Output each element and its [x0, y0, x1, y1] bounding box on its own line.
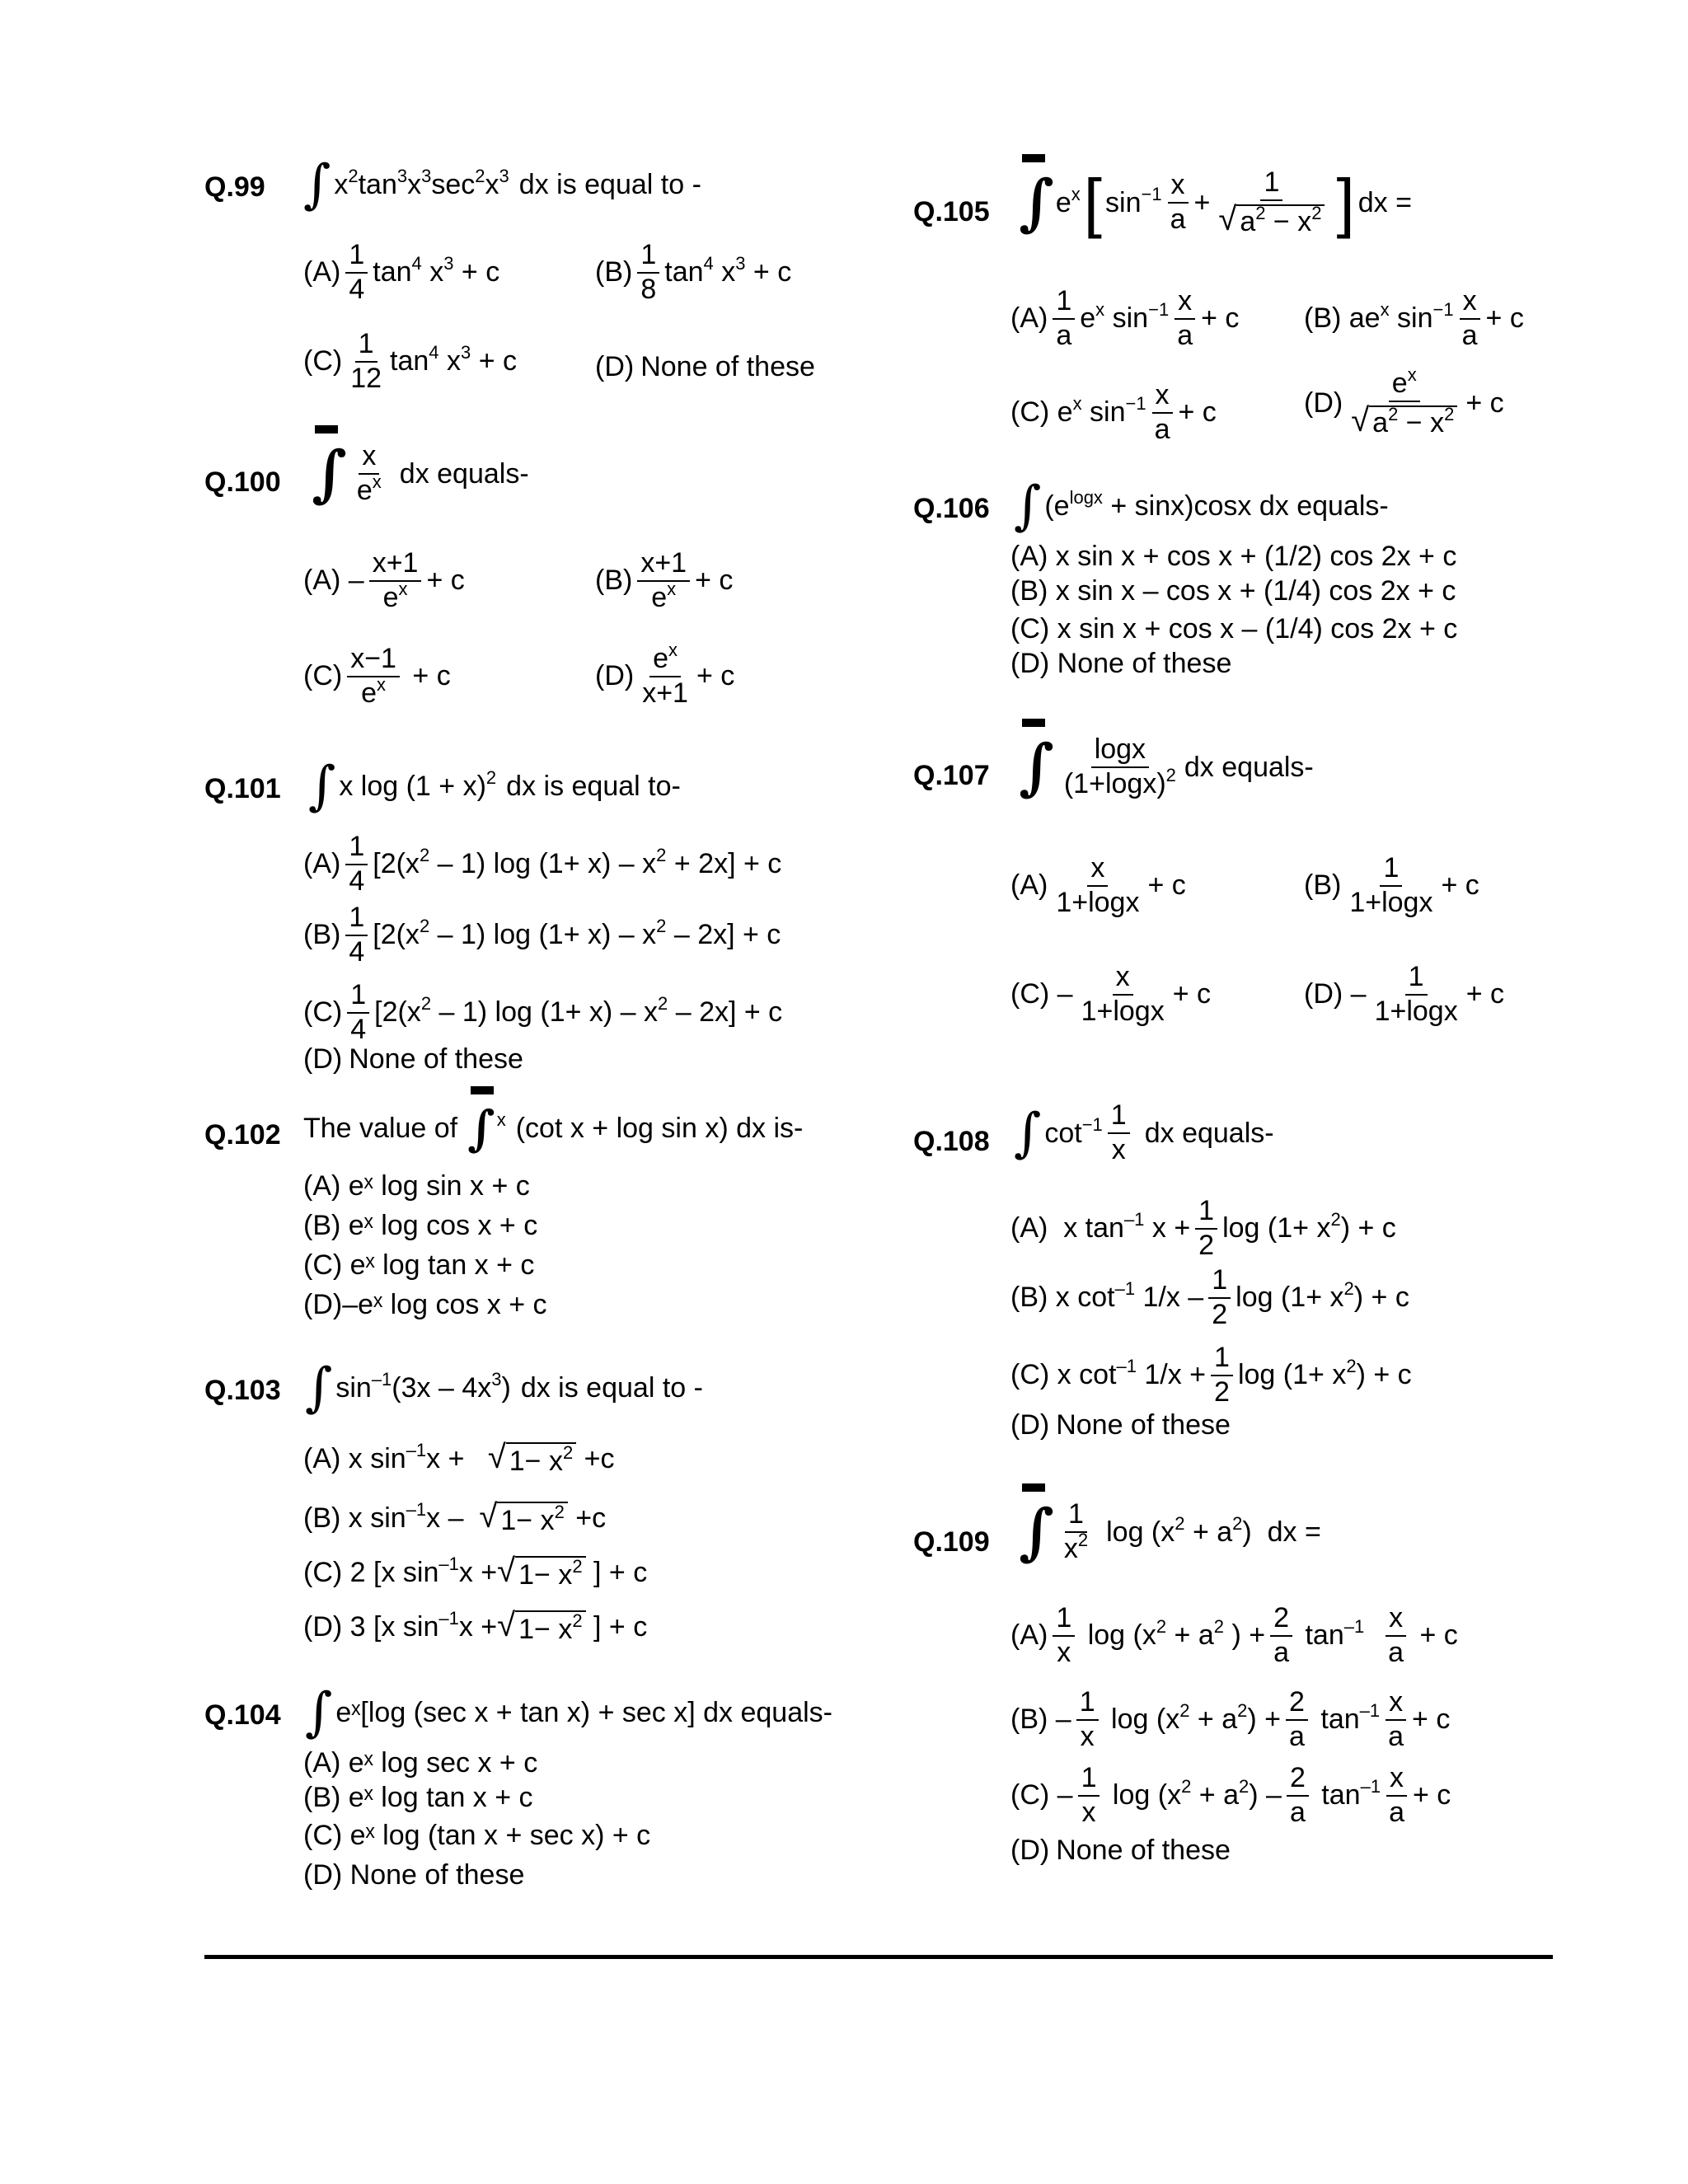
integral-icon: ∫	[305, 1357, 333, 1418]
option-label: (C)	[303, 1557, 343, 1588]
question-stem	[1019, 731, 1314, 803]
option-label: (B)	[303, 919, 341, 951]
fraction: $\frac{x}{a}$	[1174, 287, 1196, 350]
integral-icon: ∫	[1019, 166, 1054, 238]
option-c[interactable]	[303, 1820, 650, 1852]
fraction: $\frac{1}{x^2}$	[1063, 1498, 1089, 1564]
option-label: (B)	[1304, 869, 1342, 902]
fraction: $\frac{x+1}{e^x}$	[369, 549, 422, 612]
question-number: Q.101	[204, 773, 281, 804]
question-stem	[305, 1682, 832, 1743]
option-b[interactable]	[303, 1210, 537, 1242]
option-b[interactable]: (B) – $\frac{1}{x}$ $\log (x^2 + a^2)$ + $\frac{2}{a}$ $\tan^{-1}$ $\frac{x}{a}$ + c	[1010, 1686, 1451, 1752]
option-label: (D)	[595, 660, 635, 692]
question-stem	[1014, 1101, 1274, 1165]
option-label: (D)	[1010, 1409, 1050, 1441]
fraction: $\frac{1}{8}$	[637, 241, 659, 304]
fraction: $\frac{1}{4}$	[347, 981, 369, 1044]
left-bracket: [	[1083, 165, 1103, 239]
option-label: (B)	[595, 565, 633, 597]
option-label: (D)	[595, 351, 635, 382]
fraction: $\frac{x}{1+\log x}$	[1081, 961, 1165, 1027]
question-number: Q.99	[204, 171, 265, 203]
option-text: (C) eˣ log tan x + c	[303, 1249, 535, 1281]
fraction: $\frac{1}{x}$	[1078, 1764, 1100, 1827]
sqrt: √ $1- x^2$	[497, 1609, 585, 1646]
footer-divider	[204, 1955, 1553, 1959]
integral-icon: ∫	[303, 154, 331, 215]
fraction: $\frac{x}{a}$	[1151, 381, 1174, 444]
option-label: (A)	[303, 256, 341, 288]
fraction: $\frac{x-1}{e^x}$	[347, 644, 400, 708]
question-tail: cosx dx equals-	[1193, 490, 1389, 522]
option-text: + c	[695, 565, 734, 597]
fraction: $e^x$ √ $a^2 - x^2$	[1348, 369, 1461, 438]
option-text: + c	[404, 660, 451, 692]
option-text: 3 [x $\sin^{-1}x$ +	[342, 1608, 498, 1643]
option-label: (A)	[303, 1443, 341, 1474]
option-label: (A)	[303, 848, 341, 880]
option-b[interactable]: (B) $\frac{1}{1+\log x}$ + c	[1304, 852, 1479, 918]
sqrt: √ $1- x^2$	[488, 1441, 576, 1478]
option-b[interactable]	[595, 241, 791, 304]
fraction: $\frac{x}{a}$	[1386, 1764, 1408, 1827]
integrand: $(e^{logx} + \sin x)$	[1044, 487, 1194, 522]
question-tail: dx equals-	[1144, 1117, 1274, 1149]
option-text: (D) None of these	[303, 1859, 525, 1891]
option-text: x $\cot^{-1} 1/x$ +	[1049, 1356, 1207, 1391]
sqrt: √ $1- x^2$	[497, 1554, 585, 1591]
option-text: x $\sin^{-1}x$ +	[340, 1440, 488, 1474]
integral-icon: ∫	[467, 1100, 495, 1156]
option-text: None of these	[640, 351, 815, 382]
question-number: Q.107	[913, 760, 990, 791]
option-text: $\tan^4 x^3 + c$	[664, 253, 792, 288]
question-lead: The value of	[303, 1113, 458, 1144]
question-number: Q.104	[204, 1699, 281, 1731]
fraction: $\frac{1}{x}$	[1108, 1101, 1130, 1165]
option-text: [$2(x^2 - 1)$ $\log (1+ x) - x^2 - 2x] + c$	[374, 993, 783, 1029]
question-stem	[303, 154, 701, 215]
option-d[interactable]: (D) – $\frac{1}{1+\log x}$ + c	[1304, 961, 1505, 1027]
fraction: $\frac{x}{a}$	[1385, 1688, 1407, 1751]
option-label: (B)	[595, 256, 633, 288]
option-text: $\tan^4 x^3 + c$	[390, 342, 517, 377]
sqrt: √ $1- x^2$	[479, 1500, 567, 1537]
integrand: $e^x$	[1055, 183, 1081, 218]
option-label: (C)	[1010, 1359, 1050, 1391]
option-label: (D)	[303, 1043, 343, 1075]
question-number: Q.105	[913, 196, 990, 227]
question-tail: dx is equal to -	[518, 169, 701, 200]
integral-icon: ∫	[1014, 1102, 1042, 1164]
integrand: $\sin^{-1}$	[1105, 183, 1162, 218]
integral-icon: ∫	[1019, 731, 1054, 803]
option-text: (C) eˣ log (tan x + sec x) + c	[303, 1820, 651, 1851]
fraction: $\frac{1}{2}$	[1208, 1266, 1231, 1329]
option-text: (B) x sin x – cos x + (1/4) cos 2x + c	[1010, 575, 1456, 607]
option-text: + c	[696, 660, 735, 692]
fraction: $\frac{e^x}{x+1}$	[642, 640, 688, 709]
option-b[interactable]	[303, 1782, 533, 1814]
integrand: $\log (x^2 + a^2)$	[1106, 1512, 1268, 1548]
fraction: $\frac{x}{a}$	[1459, 287, 1481, 350]
question-stem	[312, 438, 529, 509]
question-tail: dx is equal to-	[506, 771, 681, 802]
question-tail: dx =	[1357, 186, 1412, 218]
option-text: (B) eˣ log cos x + c	[303, 1210, 538, 1241]
fraction: 1 √ $a^2 - x^2$	[1215, 168, 1328, 237]
option-text: x $\tan^{-1} x$ +	[1048, 1209, 1191, 1244]
fraction: $\frac{x}{1+\log x}$	[1056, 852, 1140, 918]
question-stem	[305, 1357, 703, 1418]
option-label: (B)	[1010, 1282, 1048, 1314]
option-d[interactable]	[595, 351, 815, 383]
option-label: (C)	[1010, 1779, 1050, 1811]
option-label: (C)	[303, 660, 343, 692]
question-stem	[1019, 1496, 1321, 1568]
question-number: Q.102	[204, 1119, 281, 1151]
option-d[interactable]	[303, 1859, 524, 1891]
integrand: x $\log (1 + x)^2$	[339, 767, 497, 802]
option-d[interactable]	[595, 640, 735, 709]
question-number: Q.100	[204, 466, 281, 498]
option-c[interactable]	[1010, 613, 1457, 645]
option-a[interactable]	[303, 1170, 530, 1202]
option-c[interactable]: (C) $e^x$ $\sin^{-1}$ $\frac{x}{a}$ + c	[1010, 379, 1217, 445]
fraction: $\frac{2}{a}$	[1270, 1604, 1292, 1667]
option-text: (A) x sin x + cos x + (1/2) cos 2x + c	[1010, 541, 1457, 572]
option-c[interactable]	[303, 330, 517, 393]
question-number: Q.106	[913, 493, 990, 524]
option-text: $\tan^4 x^3 + c$	[373, 253, 500, 288]
option-label: (B)	[303, 1502, 341, 1534]
option-d[interactable]	[303, 1289, 547, 1321]
integrand: $\cot^{-1}$	[1044, 1113, 1103, 1149]
option-c[interactable]: (C) – $\frac{1}{x}$ $\log (x^2 + a^2)$ – $\frac{2}{a}$ $\tan^{-1}$ $\frac{x}{a}$ + c	[1010, 1762, 1451, 1828]
option-b[interactable]: (B) x $\sin^{-1}x$ – √ $1- x^2$ +c	[303, 1498, 607, 1536]
fraction: $\frac{2}{a}$	[1287, 1764, 1309, 1827]
option-text: + c	[426, 565, 465, 597]
option-b[interactable]	[595, 549, 733, 612]
question-tail: dx equals-	[399, 457, 529, 490]
fraction: $\frac{x}{a}$	[1167, 171, 1189, 234]
fraction: $\frac{1}{x}$	[1076, 1688, 1099, 1751]
option-b[interactable]: (B) x $\cot^{-1} 1/x$ – $\frac{1}{2}$ $\log (1+ x^2) + c$	[1010, 1264, 1409, 1330]
option-text: $e^x$ $\sin^{-1}$	[1080, 299, 1170, 335]
option-text: [$2(x^2 - 1)$ $\log (1+ x) - x^2 + 2x] + c$	[373, 845, 782, 880]
option-label: (A)	[1010, 302, 1048, 335]
option-text: (D)–eˣ log cos x + c	[303, 1289, 547, 1320]
option-label: (C)	[303, 345, 343, 377]
option-c[interactable]: (C) 2 [x $\sin^{-1}x$ + √ $1- x^2$ ] + c	[303, 1553, 648, 1591]
fraction: $\frac{x}{e^x}$	[356, 440, 382, 506]
question-number: Q.103	[204, 1375, 281, 1406]
option-c[interactable]: (C) – $\frac{x}{1+\log x}$ + c	[1010, 961, 1212, 1027]
option-text: $ae^x$ $\sin^{-1}$	[1341, 299, 1454, 335]
option-d[interactable]	[303, 1043, 523, 1076]
integral-icon: ∫	[312, 438, 347, 509]
integrand: $\sin^{-1}(3x - 4x^3)$	[335, 1369, 511, 1404]
fraction: $\frac{1}{x}$	[1053, 1604, 1075, 1667]
fraction: $\frac{x}{a}$	[1385, 1604, 1407, 1667]
option-text: $e^x$ $\sin^{-1}$	[1049, 393, 1146, 429]
option-a[interactable]: (A) $\frac{x}{1+\log x}$ + c	[1010, 852, 1186, 918]
option-label: (C)	[1010, 978, 1050, 1010]
option-label: (B)	[1010, 1704, 1048, 1736]
fraction: $\frac{\log x}{(1+\log x)^2}$	[1063, 733, 1176, 799]
fraction: $\frac{2}{a}$	[1286, 1688, 1308, 1751]
option-text: x $\sin^{-1}x$ –	[340, 1499, 480, 1534]
option-text: (D) None of these	[1010, 648, 1232, 679]
option-text: (A) eˣ log sin x + c	[303, 1170, 530, 1202]
option-c[interactable]	[303, 1249, 534, 1282]
integrand: $x^2\tan^3x^3\sec^2x^3$	[334, 166, 509, 200]
fraction: $\frac{1}{a}$	[1053, 287, 1075, 350]
fraction: $\frac{x+1}{e^x}$	[637, 549, 690, 612]
fraction: $\frac{1}{4}$	[345, 903, 368, 967]
option-a[interactable]	[303, 241, 499, 304]
fraction: $\frac{1}{4}$	[345, 241, 368, 304]
integrand: x	[496, 1109, 506, 1130]
option-d[interactable]: (D) 3 [x $\sin^{-1}x$ + √ $1- x^2$ ] + c	[303, 1607, 648, 1645]
option-label: (A)	[303, 565, 341, 597]
option-label: (A)	[1010, 1619, 1048, 1652]
option-a[interactable]: (A) – $\frac{x+1}{e^x}$ + c	[303, 547, 465, 613]
option-label: (C)	[1010, 396, 1050, 429]
option-text: 2 [x $\sin^{-1}x$ +	[342, 1554, 498, 1588]
option-text: (C) x sin x + cos x – (1/4) cos 2x + c	[1010, 613, 1458, 644]
option-c[interactable]	[303, 981, 782, 1044]
option-a[interactable]: (A) x $\sin^{-1}x$ + √ $1- x^2$ +c	[303, 1439, 615, 1477]
question-number: Q.109	[913, 1526, 990, 1558]
option-label: (C)	[303, 996, 343, 1029]
option-a[interactable]: (A) $\frac{1}{a}$ $e^x$ $\sin^{-1}$ $\frac{x}{a}$ + c	[1010, 285, 1240, 351]
question-stem	[303, 1100, 804, 1156]
question-stem	[1014, 476, 1389, 537]
integral-icon: ∫	[1019, 1496, 1054, 1568]
option-d[interactable]	[1010, 1835, 1231, 1867]
integral-icon: ∫	[305, 1682, 333, 1743]
option-d[interactable]: (D) $e^x$ √ $a^2 - x^2$ + c	[1304, 364, 1504, 438]
option-label: (D)	[1304, 978, 1343, 1010]
option-b[interactable]	[1010, 575, 1456, 607]
option-a[interactable]: (A) x $\tan^{-1} x$ + $\frac{1}{2}$ $\log (1+ x^2) + c$	[1010, 1195, 1396, 1261]
option-a[interactable]	[1010, 541, 1456, 573]
option-b[interactable]	[303, 903, 781, 967]
option-c[interactable]: (C) x $\cot^{-1} 1/x$ + $\frac{1}{2}$ $\log (1+ x^2) + c$	[1010, 1342, 1412, 1408]
question-tail: (cot x + log sin x) dx is-	[515, 1113, 804, 1144]
option-label: (D)	[303, 1611, 343, 1643]
option-a[interactable]	[303, 1747, 537, 1779]
option-label: (D)	[1010, 1835, 1050, 1866]
fraction: $\frac{1}{4}$	[345, 832, 368, 896]
option-text: None of these	[1056, 1835, 1231, 1866]
option-d[interactable]	[1010, 1409, 1231, 1441]
option-text: (B) eˣ log tan x + c	[303, 1782, 533, 1813]
question-stem: ∫ $e^x$ [ $\sin^{-1}$ $\frac{x}{a}$ + 1 √ $a^2 - x^2$ ] dx =	[1019, 165, 1412, 239]
option-label: (A)	[1010, 869, 1048, 902]
integral-icon: ∫	[1014, 476, 1042, 537]
question-tail: dx =	[1267, 1516, 1321, 1548]
option-d[interactable]	[1010, 648, 1231, 680]
question-number: Q.108	[913, 1126, 990, 1157]
option-text: [$2(x^2 - 1)$ $\log (1+ x) - x^2 - 2x] + c$	[373, 916, 781, 951]
option-label: (A)	[1010, 1212, 1048, 1244]
option-text: None of these	[1056, 1409, 1231, 1441]
option-text: x $\cot^{-1} 1/x$ –	[1048, 1278, 1204, 1314]
fraction: $\frac{1}{1+\log x}$	[1349, 852, 1433, 918]
integral-icon: ∫	[308, 756, 336, 817]
fraction: $\frac{1}{1+\log x}$	[1374, 961, 1458, 1027]
question-body: eˣ[log (sec x + tan x) + sec x] dx equals-	[335, 1697, 832, 1728]
right-bracket: ]	[1336, 165, 1355, 239]
question-tail: dx equals-	[1184, 751, 1314, 783]
fraction: $\frac{1}{2}$	[1211, 1343, 1233, 1407]
option-a[interactable]	[303, 832, 781, 896]
question-stem	[308, 756, 681, 817]
option-text: None of these	[349, 1043, 523, 1075]
option-label: (D)	[1304, 387, 1343, 419]
fraction: $\frac{1}{12}$	[350, 328, 382, 394]
fraction: $\frac{1}{2}$	[1195, 1197, 1217, 1260]
option-c[interactable]	[303, 644, 451, 708]
option-label: (B)	[1304, 302, 1342, 335]
option-a[interactable]: (A) $\frac{1}{x}$ $\log (x^2 + a^2$ ) + $\frac{2}{a}$ $\tan^{-1}$ $\frac{x}{a}$ + c	[1010, 1602, 1458, 1668]
question-tail: dx is equal to -	[520, 1372, 703, 1404]
option-text: (A) eˣ log sec x + c	[303, 1747, 538, 1779]
option-b[interactable]: (B) $ae^x$ $\sin^{-1}$ $\frac{x}{a}$ + c	[1304, 285, 1524, 351]
